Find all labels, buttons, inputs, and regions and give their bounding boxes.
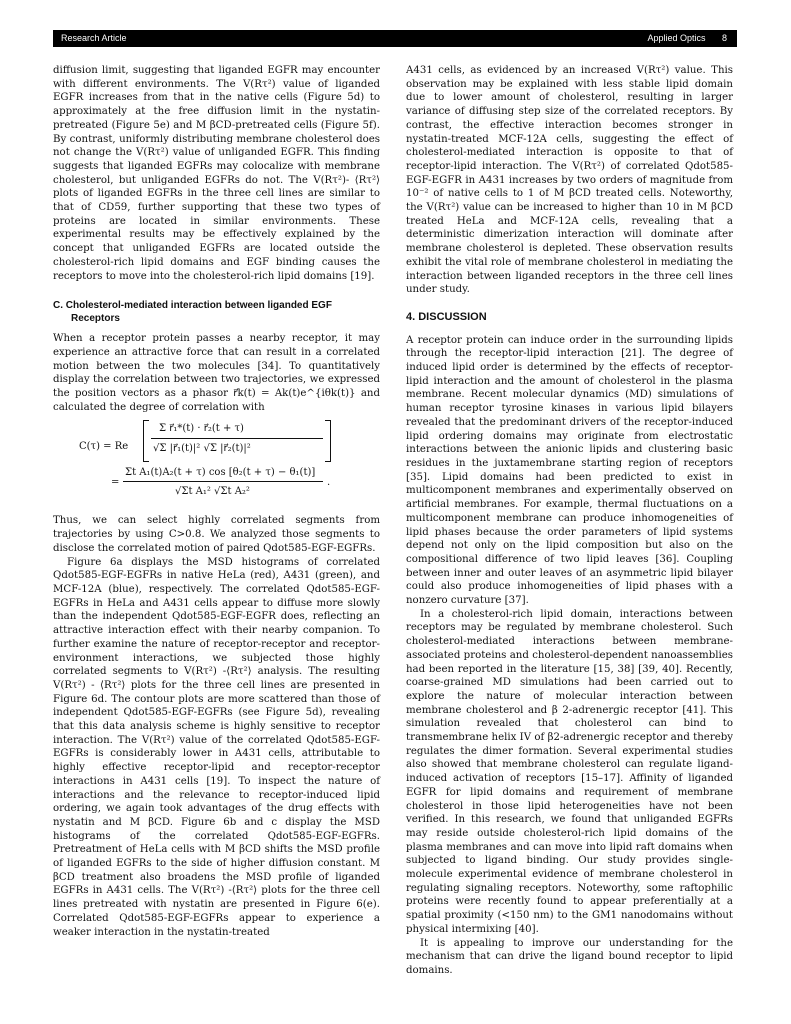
page-number: 8 (721, 33, 727, 43)
fraction-line-2 (123, 481, 323, 482)
right-paragraph-4: It is appealing to improve our understanding for the mechanism that can drive the ligand bound receptor to lipid domains. (406, 937, 733, 976)
right-paragraph-3: In a cholesterol-rich lipid domain, interactions between receptors may be regulated by membrane cholesterol. Such cholesterol-mediated interactions between membrane-associated proteins and cholesterol-dependent nanoassemblies had been reported in the literature [15, 38] [39, 40]. Recently, coarse-grained MD simulations had been carried out to explore the nature of molecular interaction between membrane cholesterol and β 2-adrenergic receptor [41]. This simulation revealed that cholesterol can bind to transmembrane helix IV of β2-adrenergic receptor and thereby regulates the dimer formation. Several experimental studies also showed that membrane cholesterol can regulate ligand-induced activation of receptors [15–17]. Affinity of liganded EGFR for lipid domains and requirement of membrane cholesterol in those lipid heterogeneities have not been verified. In this research, we found that unliganded EGFRs may reside outside cholesterol-rich lipid domains of the plasma membranes and can move into lipid raft domains when subjected to ligand binding. Our study provides single-molecule experimental evidence of membrane cholesterol in regulating signaling receptors. Noteworthy, some raftophilic proteins were recently found to appear preferentially at a spatial proximity (<150 nm) to the GM1 nanodomains without physical intermixing [40]. (406, 608, 733, 935)
equation-numerator-1: Σ r⃗₁*(t) · r⃗₂(t + τ) (159, 423, 244, 435)
right-column (406, 64, 733, 978)
right-paragraph-2: A receptor protein can induce order in the surrounding lipids through the receptor-lipid interaction [21]. The degree of induced lipid order is determined by the effects of receptor-lipid interaction and the amount of cholesterol in the plasma membrane. Recent molecular dynamics (MD) simulations of human receptor tyrosine kinases in various lipid bilayers revealed that the predominant drivers of the receptor-induced lipid ordering domains may originate from electrostatic interactions between the anionic lipids and clustering basic residues in the juxtamembrane starting region of receptors [35]. Lipid domains had been predicted to exist in multicomponent membranes and experimentally observed on artificial membranes. For example, thermal fluctuations on a multicomponent membrane can produce inhomogeneities of lipid phases because the order parameters of lipid systems depend not only on the lipid composition but also on the compositional difference of two lipid leaves [36]. Coupling between inner and outer leaves of an asymmetric lipid bilayer could also produce inhomogeneities of lipid phases with a nonzero curvature [37]. (406, 334, 733, 607)
right-bracket (325, 420, 331, 462)
page-header-bar (53, 30, 737, 47)
header-right (633, 33, 727, 43)
left-paragraph-4: Figure 6a displays the MSD histograms of correlated Qdot585-EGF-EGFRs in native HeLa (red), A431 (green), and MCF-12A (blue), respectively. The correlated Qdot585-EGF-EGFRs in HeLa and A431 cells appear to diffuse more slowly than the independent Qdot585-EGF-EGFR does, reflecting an attractive interaction effect with their nearby companion. To further examine the nature of receptor-receptor and receptor-environment interactions, we subjected those highly correlated segments to V(Rτ²) -⟨Rτ²⟩ analysis. The resulting V(Rτ²) - ⟨Rτ²⟩ plots for the three cell lines are presented in Figure 6d. The contour plots are more scattered than those of independent Qdot585-EGF-EGFRs (see Figure 5d), revealing that this data analysis scheme is highly sensitive to receptor interaction. The V(Rτ²) value of the correlated Qdot585-EGF-EGFRs is considerably lower in A431 cells, attributable to highly effective receptor-lipid and receptor-receptor interactions in A431 cells [19]. To inspect the nature of interactions and the relevance to receptor-induced lipid ordering, we again took advantages of the drug effects with nystatin and M βCD. Figure 6b and c display the MSD histograms of the correlated Qdot585-EGF-EGFRs. Pretreatment of HeLa cells with M βCD shifts the MSD profile of liganded EGFRs to the side of higher diffusion constant. M βCD treatment also broadens the MSD profile of liganded EGFRs in A431 cells. The V(Rτ²) -⟨Rτ²⟩ plots for the three cell lines pretreated with nystatin are presented in Figure 6(e). Correlated Qdot585-EGF-EGFRs appear to experience a weaker interaction in the nystatin-treated (53, 556, 380, 938)
equation-period: . (327, 477, 331, 489)
section-title-discussion: 4. DISCUSSION (406, 310, 487, 323)
fraction-line-1 (151, 438, 323, 439)
equation-denominator-2: √Σt A₁² √Σt A₂² (175, 486, 250, 498)
equation-equals: = (111, 477, 120, 489)
left-paragraph-1: diffusion limit, suggesting that liganded EGFR may encounter with different environments. The V(Rτ²) value of liganded EGFR increases from that in the native cells (Figure 5d) to approximately at the free diffusion limit in the nystatin-pretreated (Figure 5e) and M βCD-pretreated cells (Figure 5f). By contrast, uniformly distributing membrane cholesterol does not change the V(Rτ²) value of unliganded EGFR. This finding suggests that liganded EGFRs may colocalize with membrane cholesterol, but unliganded EGFRs do not. The V(Rτ²)- ⟨Rτ²⟩ plots of liganded EGFRs in the three cell lines are similar to that of CD59, further supporting that these two types of proteins are located in similar environments. These experimental results may be effectively explained by the concept that unliganded EGFRs are located outside the cholesterol-rich lipid domains and EGF binding causes the receptors to move into the cholesterol-rich lipid domains [19]. (53, 65, 380, 282)
left-column (53, 64, 380, 939)
left-paragraph-3: Thus, we can select highly correlated segments from trajectories by using C>0.8. We analyzed those segments to disclose the correlated motion of paired Qdot585-EGF-EGFRs. (53, 515, 380, 554)
equation-numerator-2: Σt A₁(t)A₂(t + τ) cos [θ₂(t + τ) − θ₁(t)] (125, 467, 316, 479)
section-label: Research Article (61, 33, 127, 43)
journal-name: Applied Optics (647, 33, 706, 43)
left-paragraph-2: When a receptor protein passes a nearby receptor, it may experience an attractive force that can result in a correlated motion between the two molecules [34]. To quantitatively display the correlation between two trajectories, we expressed the position vectors as a phasor r⃗k(t) = Ak(t)e^{iθk(t)} and calculated the degree of correlation with (53, 333, 380, 413)
equation-lhs: C(τ) = Re (79, 441, 129, 453)
correlation-equation (53, 418, 380, 508)
subsection-title: C. Cholesterol-mediated interaction between liganded EGF Receptors (53, 300, 332, 325)
left-bracket (143, 420, 149, 462)
equation-denominator-1: √Σ |r⃗₁(t)|² √Σ |r⃗₂(t)|² (153, 443, 251, 455)
right-paragraph-1: A431 cells, as evidenced by an increased V(Rτ²) value. This observation may be explained with less stable lipid domain due to lower amount of cholesterol, resulting in larger variance of diffusing step size of the correlated receptors. By contrast, the effective interaction becomes stronger in nystatin-treated MCF-12A cells, suggesting the effect of cholesterol-mediated interaction is opposite to that of receptor-lipid interaction. The V(Rτ²) of correlated Qdot585-EGF-EGFR in A431 increases by two orders of magnitude from 10⁻² of native cells to 1 of M βCD treated cells. Noteworthy, the V(Rτ²) value can be increased to higher than 10 in M βCD treated HeLa and MCF-12A cells, revealing that a deterministic dimerization interaction will dominate after membrane cholesterol is depleted. These observation results exhibit the vital role of membrane cholesterol in mediating the interaction between liganded receptors in the three cell lines under study. (406, 65, 733, 296)
